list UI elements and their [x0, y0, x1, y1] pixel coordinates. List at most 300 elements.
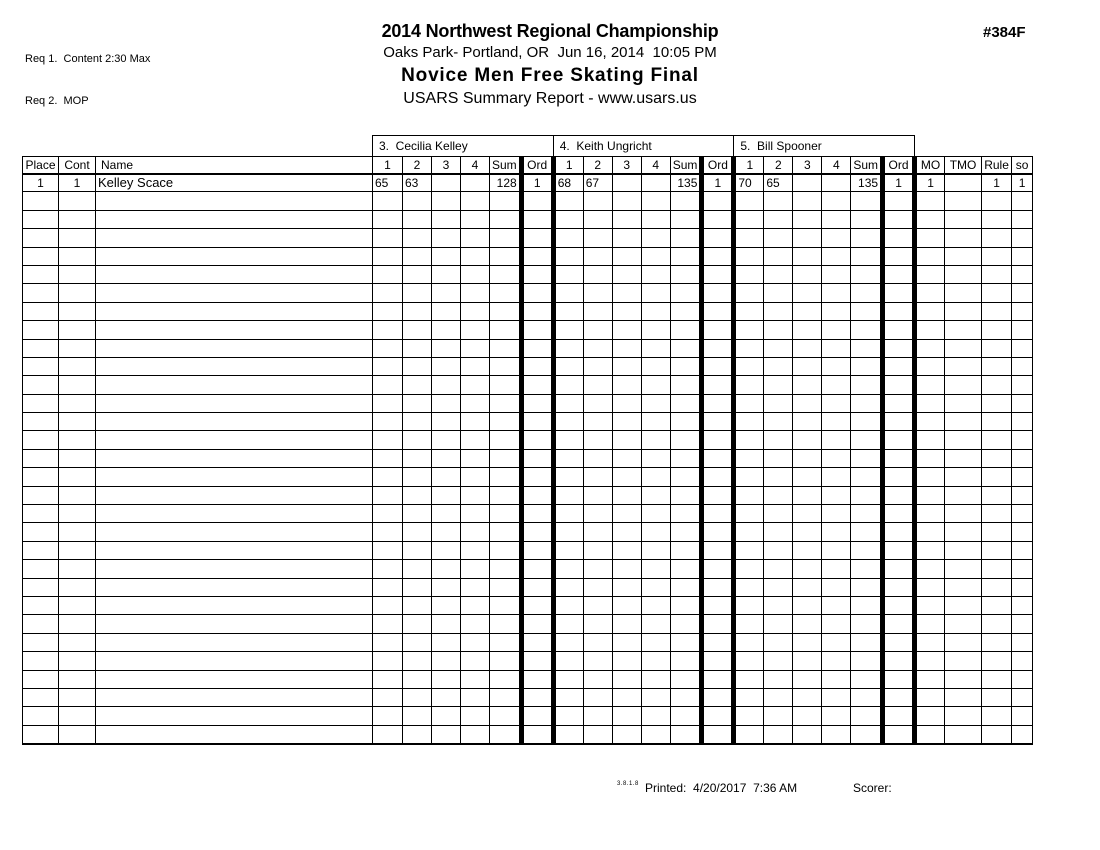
cell-mark	[641, 174, 670, 192]
cell-mark	[583, 670, 612, 688]
cell-mark	[793, 523, 822, 541]
cell-rule	[982, 431, 1012, 449]
cell-tmo	[945, 688, 982, 706]
cell-ord	[883, 578, 915, 596]
footer-printed: Printed: 4/20/2017 7:36 AM	[645, 781, 798, 795]
cell-mark: 70	[734, 174, 764, 192]
cell-place	[23, 449, 59, 467]
column-header-row	[23, 157, 1033, 174]
cell-mark	[432, 670, 461, 688]
cell-mark	[793, 486, 822, 504]
cell-ord	[521, 652, 553, 670]
cell-rule	[982, 413, 1012, 431]
cell-mark	[734, 505, 764, 523]
cell-mark	[461, 707, 490, 725]
cell-rule	[982, 560, 1012, 578]
cell-mark	[553, 486, 583, 504]
cell-mark	[373, 192, 403, 210]
cell-ord	[702, 505, 734, 523]
cell-mark	[373, 229, 403, 247]
cell-place	[23, 505, 59, 523]
empty-row	[23, 192, 1033, 210]
cell-ord	[521, 229, 553, 247]
cell-mark	[432, 284, 461, 302]
cell-so	[1012, 707, 1033, 725]
cell-ord	[521, 265, 553, 283]
cell-mark	[764, 688, 793, 706]
cell-sum	[490, 560, 522, 578]
cell-mo	[915, 633, 945, 651]
cell-name	[96, 376, 373, 394]
col-header-j3-sum: Sum	[490, 157, 522, 174]
cell-mark	[612, 725, 641, 743]
cell-mark	[583, 541, 612, 559]
cell-mark	[403, 321, 432, 339]
cell-ord	[521, 192, 553, 210]
cell-cont	[59, 431, 96, 449]
cell-name	[96, 265, 373, 283]
cell-mo	[915, 302, 945, 320]
cell-mark	[403, 615, 432, 633]
cell-mark	[734, 688, 764, 706]
empty-row	[23, 302, 1033, 320]
cell-mark	[373, 284, 403, 302]
cell-sum	[851, 505, 883, 523]
cell-mark	[764, 541, 793, 559]
cell-mark	[793, 615, 822, 633]
footer-version: 3.8.1.8	[617, 781, 639, 787]
cell-mark	[764, 229, 793, 247]
cell-mark	[764, 413, 793, 431]
cell-mo	[915, 707, 945, 725]
cell-so	[1012, 670, 1033, 688]
cell-mark	[734, 578, 764, 596]
cell-mark	[641, 357, 670, 375]
cell-so	[1012, 523, 1033, 541]
cell-tmo	[945, 302, 982, 320]
cell-mark	[734, 725, 764, 743]
empty-row	[23, 210, 1033, 228]
cell-ord	[883, 688, 915, 706]
cell-sum	[490, 596, 522, 614]
cell-sum: 128	[490, 174, 522, 192]
cell-sum	[851, 486, 883, 504]
cell-mark	[641, 413, 670, 431]
cell-mark	[612, 321, 641, 339]
judge-4-name: 4. Keith Ungricht	[553, 136, 734, 157]
cell-mark	[734, 652, 764, 670]
cell-tmo	[945, 229, 982, 247]
cell-mark	[461, 505, 490, 523]
cell-rule	[982, 321, 1012, 339]
cell-mark	[461, 449, 490, 467]
cell-mark	[432, 394, 461, 412]
cell-mark	[612, 652, 641, 670]
cell-mark	[641, 192, 670, 210]
cell-name	[96, 247, 373, 265]
cell-mark	[373, 486, 403, 504]
cell-mark	[373, 615, 403, 633]
empty-row	[23, 578, 1033, 596]
cell-mark	[583, 560, 612, 578]
cell-sum	[490, 413, 522, 431]
cell-mark	[822, 615, 851, 633]
cell-sum	[490, 394, 522, 412]
cell-tmo	[945, 523, 982, 541]
empty-row	[23, 431, 1033, 449]
judge-5-name: 5. Bill Spooner	[734, 136, 915, 157]
cell-mark	[432, 302, 461, 320]
cell-mark	[764, 431, 793, 449]
cell-ord	[521, 394, 553, 412]
cell-mark	[461, 174, 490, 192]
cell-ord	[702, 210, 734, 228]
cell-mark	[583, 192, 612, 210]
cell-mark	[734, 707, 764, 725]
col-header-j5-3: 3	[793, 157, 822, 174]
cell-sum	[670, 560, 702, 578]
cell-place	[23, 468, 59, 486]
cell-mark	[822, 541, 851, 559]
cell-so	[1012, 505, 1033, 523]
cell-mark	[612, 505, 641, 523]
cell-mark	[583, 210, 612, 228]
cell-cont	[59, 210, 96, 228]
cell-ord	[702, 486, 734, 504]
cell-mark	[432, 431, 461, 449]
cell-mo	[915, 596, 945, 614]
cell-ord	[883, 560, 915, 578]
cell-mark	[822, 578, 851, 596]
cell-mark	[432, 725, 461, 743]
venue-date-line: Oaks Park- Portland, OR Jun 16, 2014 10:05 PM	[383, 44, 717, 61]
cell-mark	[403, 596, 432, 614]
cell-mark	[641, 302, 670, 320]
cell-mark	[432, 615, 461, 633]
cell-mark	[764, 284, 793, 302]
cell-mark	[734, 615, 764, 633]
cell-mark	[432, 247, 461, 265]
cell-ord	[702, 468, 734, 486]
cell-mark	[461, 670, 490, 688]
cell-mark	[461, 284, 490, 302]
cell-mark	[553, 357, 583, 375]
col-header-cont: Cont	[59, 157, 96, 174]
cell-ord	[883, 468, 915, 486]
cell-ord	[702, 560, 734, 578]
cell-rule	[982, 505, 1012, 523]
col-header-j3-4: 4	[461, 157, 490, 174]
cell-mo	[915, 578, 945, 596]
cell-mark	[461, 357, 490, 375]
cell-cont	[59, 357, 96, 375]
cell-mark	[764, 247, 793, 265]
cell-name	[96, 633, 373, 651]
cell-cont	[59, 339, 96, 357]
cell-mark	[822, 376, 851, 394]
cell-name	[96, 302, 373, 320]
cell-sum	[670, 707, 702, 725]
cell-mo	[915, 376, 945, 394]
cell-tmo	[945, 431, 982, 449]
cell-mark	[641, 560, 670, 578]
cell-ord	[521, 541, 553, 559]
cell-mo	[915, 486, 945, 504]
cell-mark	[461, 339, 490, 357]
cell-place	[23, 210, 59, 228]
cell-rule	[982, 284, 1012, 302]
cell-mark	[373, 633, 403, 651]
cell-mark	[641, 247, 670, 265]
cell-mark	[764, 486, 793, 504]
cell-name	[96, 431, 373, 449]
cell-ord	[521, 413, 553, 431]
cell-sum	[851, 210, 883, 228]
cell-mark	[583, 652, 612, 670]
cell-mark	[612, 376, 641, 394]
cell-name	[96, 413, 373, 431]
cell-mo	[915, 560, 945, 578]
cell-sum	[851, 265, 883, 283]
cell-mark	[432, 596, 461, 614]
cell-mark	[432, 578, 461, 596]
cell-mark	[734, 449, 764, 467]
cell-mo	[915, 615, 945, 633]
cell-ord	[702, 449, 734, 467]
col-header-j3-3: 3	[432, 157, 461, 174]
cell-place	[23, 229, 59, 247]
cell-mark	[822, 192, 851, 210]
cell-mark	[734, 265, 764, 283]
cell-mark	[793, 541, 822, 559]
cell-rule	[982, 596, 1012, 614]
cell-mark	[793, 413, 822, 431]
cell-ord	[702, 229, 734, 247]
cell-name	[96, 670, 373, 688]
cell-mark	[553, 505, 583, 523]
cell-mark	[461, 229, 490, 247]
cell-ord	[702, 633, 734, 651]
cell-mark	[793, 578, 822, 596]
cell-ord	[883, 247, 915, 265]
cell-mark	[612, 174, 641, 192]
cell-mark	[734, 247, 764, 265]
cell-sum	[670, 302, 702, 320]
cell-ord	[702, 670, 734, 688]
cell-tmo	[945, 174, 982, 192]
cell-mark	[612, 707, 641, 725]
cell-mark	[822, 486, 851, 504]
cell-tmo	[945, 725, 982, 743]
empty-row	[23, 357, 1033, 375]
cell-mark	[612, 192, 641, 210]
cell-so	[1012, 284, 1033, 302]
cell-mark	[583, 449, 612, 467]
cell-mark	[461, 688, 490, 706]
cell-sum	[490, 468, 522, 486]
cell-mark	[432, 339, 461, 357]
cell-mark	[432, 210, 461, 228]
cell-name	[96, 229, 373, 247]
cell-mark	[734, 394, 764, 412]
cell-ord	[702, 302, 734, 320]
cell-mark	[641, 376, 670, 394]
cell-mark	[403, 376, 432, 394]
cell-mark	[403, 394, 432, 412]
col-header-j5-sum: Sum	[851, 157, 883, 174]
cell-rule	[982, 725, 1012, 743]
cell-mark	[734, 284, 764, 302]
cell-sum	[490, 247, 522, 265]
cell-mark	[373, 505, 403, 523]
cell-mark	[583, 376, 612, 394]
cell-mark	[641, 431, 670, 449]
cell-ord	[702, 247, 734, 265]
cell-mark	[822, 707, 851, 725]
cell-place	[23, 247, 59, 265]
cell-mark	[612, 210, 641, 228]
cell-mark	[373, 321, 403, 339]
cell-rule	[982, 670, 1012, 688]
cell-name	[96, 725, 373, 743]
cell-ord	[883, 229, 915, 247]
cell-mark	[373, 431, 403, 449]
cell-mark	[612, 394, 641, 412]
cell-tmo	[945, 578, 982, 596]
cell-mark	[764, 578, 793, 596]
cell-sum	[670, 339, 702, 357]
cell-mark	[432, 633, 461, 651]
cell-sum	[490, 578, 522, 596]
cell-rule	[982, 486, 1012, 504]
cell-ord	[883, 339, 915, 357]
cell-ord	[702, 541, 734, 559]
cell-mark	[641, 725, 670, 743]
empty-row	[23, 265, 1033, 283]
cell-mark	[403, 265, 432, 283]
cell-sum	[670, 357, 702, 375]
cell-mark	[432, 560, 461, 578]
judge-row-spacer-right	[915, 136, 1033, 157]
cell-sum	[490, 688, 522, 706]
cell-mark	[734, 431, 764, 449]
cell-mark	[373, 449, 403, 467]
cell-mark	[822, 394, 851, 412]
cell-cont	[59, 725, 96, 743]
cell-mark	[461, 523, 490, 541]
cell-place	[23, 523, 59, 541]
empty-row	[23, 725, 1033, 743]
cell-so	[1012, 633, 1033, 651]
cell-mark	[553, 302, 583, 320]
cell-mark	[612, 357, 641, 375]
cell-mark	[612, 284, 641, 302]
cell-mark	[822, 413, 851, 431]
cell-mark	[403, 541, 432, 559]
cell-ord	[883, 210, 915, 228]
cell-ord	[521, 431, 553, 449]
cell-sum	[851, 449, 883, 467]
cell-ord	[521, 247, 553, 265]
cell-mark	[764, 210, 793, 228]
cell-mark	[461, 210, 490, 228]
cell-mark: 65	[373, 174, 403, 192]
cell-mark	[641, 449, 670, 467]
empty-row	[23, 229, 1033, 247]
cell-sum	[670, 265, 702, 283]
cell-rule	[982, 229, 1012, 247]
cell-mark	[612, 449, 641, 467]
cell-place	[23, 652, 59, 670]
cell-mark	[553, 615, 583, 633]
cell-ord	[702, 321, 734, 339]
cell-rule	[982, 265, 1012, 283]
cell-mark	[553, 670, 583, 688]
cell-mark	[822, 321, 851, 339]
cell-mark	[641, 486, 670, 504]
cell-ord	[702, 265, 734, 283]
event-title: Novice Men Free Skating Final	[401, 65, 699, 86]
cell-mark	[403, 229, 432, 247]
cell-mark	[403, 284, 432, 302]
cell-mark: 67	[583, 174, 612, 192]
cell-cont	[59, 192, 96, 210]
cell-so	[1012, 615, 1033, 633]
cell-rule	[982, 615, 1012, 633]
cell-sum: 135	[670, 174, 702, 192]
cell-mark	[373, 210, 403, 228]
cell-name	[96, 707, 373, 725]
cell-mark	[461, 486, 490, 504]
cell-so	[1012, 578, 1033, 596]
cell-ord	[702, 394, 734, 412]
cell-mo	[915, 670, 945, 688]
cell-rule	[982, 357, 1012, 375]
cell-mark	[612, 247, 641, 265]
cell-ord	[521, 449, 553, 467]
cell-mark	[764, 505, 793, 523]
cell-mo	[915, 394, 945, 412]
cell-mark	[612, 633, 641, 651]
cell-mark	[764, 707, 793, 725]
cell-mo	[915, 541, 945, 559]
empty-row	[23, 560, 1033, 578]
title-block	[0, 21, 1100, 108]
cell-ord	[521, 725, 553, 743]
cell-mark	[432, 523, 461, 541]
cell-mark	[793, 192, 822, 210]
cell-mark	[734, 339, 764, 357]
cell-sum	[670, 652, 702, 670]
cell-sum	[851, 688, 883, 706]
cell-sum	[490, 376, 522, 394]
cell-sum	[490, 725, 522, 743]
cell-mark	[403, 652, 432, 670]
cell-ord	[702, 652, 734, 670]
cell-mark	[612, 596, 641, 614]
cell-mark	[373, 560, 403, 578]
cell-ord	[702, 578, 734, 596]
cell-mark	[373, 688, 403, 706]
empty-row	[23, 652, 1033, 670]
empty-row	[23, 284, 1033, 302]
cell-sum	[670, 284, 702, 302]
cell-ord	[883, 505, 915, 523]
cell-sum	[851, 707, 883, 725]
cell-so	[1012, 541, 1033, 559]
cell-sum	[851, 633, 883, 651]
cell-mo	[915, 523, 945, 541]
